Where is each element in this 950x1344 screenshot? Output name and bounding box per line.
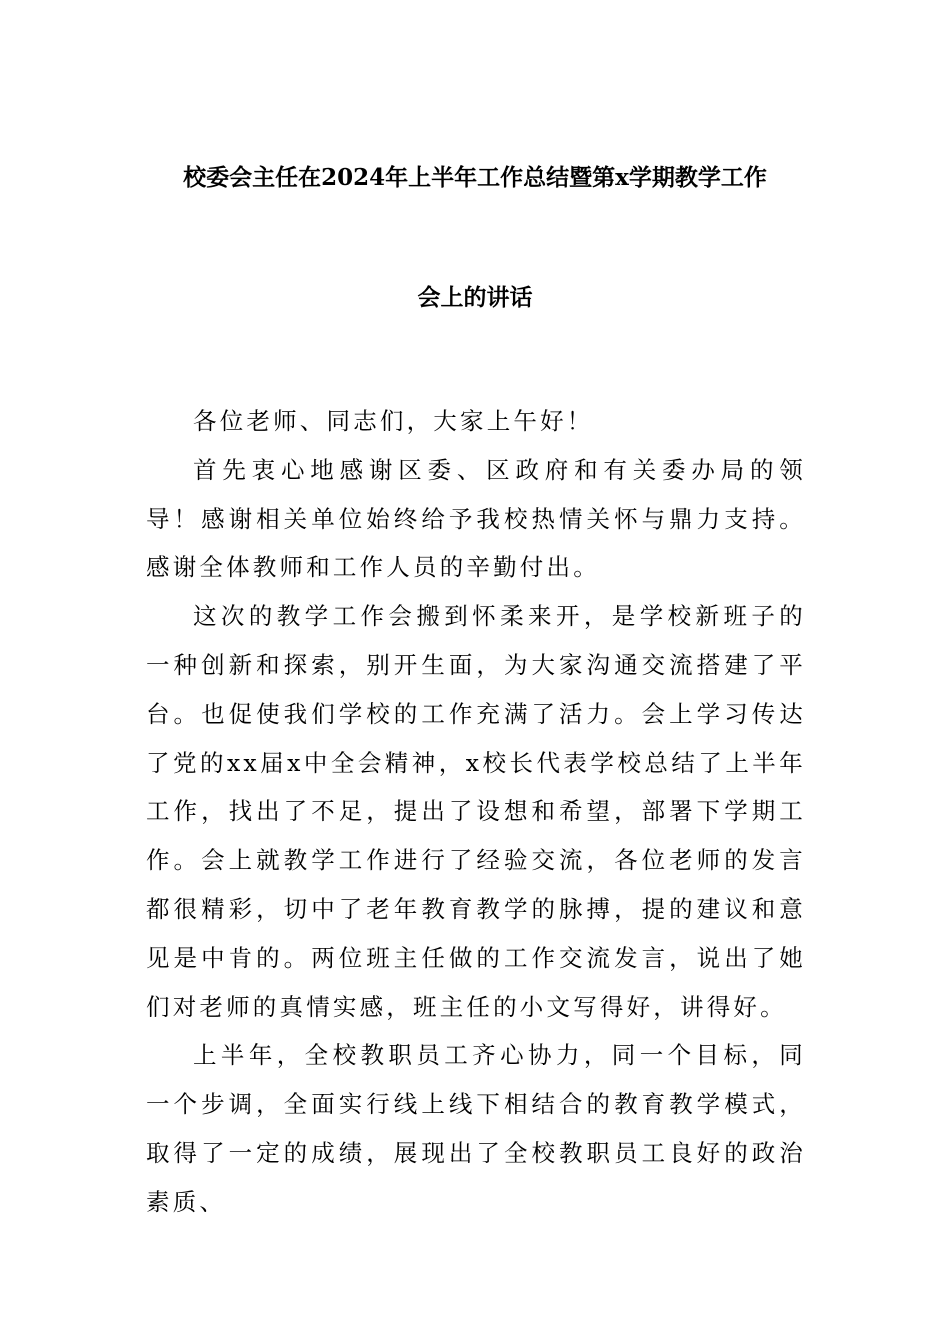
document-title-line-1: 校委会主任在2024年上半年工作总结暨第x学期教学工作 xyxy=(183,164,767,191)
paragraph-greeting: 各位老师、同志们，大家上午好！ xyxy=(193,407,594,435)
paragraph-meeting-review: 这次的教学工作会搬到怀柔来开，是学校新班子的一种创新和探索，别开生面，为大家沟通交流搭建了平台。也促使我们学校的工作充满了活力。会上学习传达了党的xx届x中全会精神，x校长代表学校总结了上半年工作，找出了不足，提出了设想和希望，部署下学期工作。会上就教学工作进行了经验交流，各位老师的发言都很精彩，切中了老年教育教学的脉搏，提的建议和意见是中肯的。两位班主任做的工作交流发言，说出了她们对老师的真情实感，班主任的小文写得好，讲得好。 xyxy=(146,602,806,1021)
document-body xyxy=(146,397,806,1227)
document-title-line-2: 会上的讲话 xyxy=(417,284,533,311)
paragraph-thanks: 首先衷心地感谢区委、区政府和有关委办局的领导！感谢相关单位始终给予我校热情关怀与鼎力支持。感谢全体教师和工作人员的辛勤付出。 xyxy=(146,455,806,582)
paragraph-half-year-summary: 上半年，全校教职员工齐心协力，同一个目标，同一个步调，全面实行线上线下相结合的教育教学模式，取得了一定的成绩，展现出了全校教职员工良好的政治素质、 xyxy=(146,1041,806,1216)
